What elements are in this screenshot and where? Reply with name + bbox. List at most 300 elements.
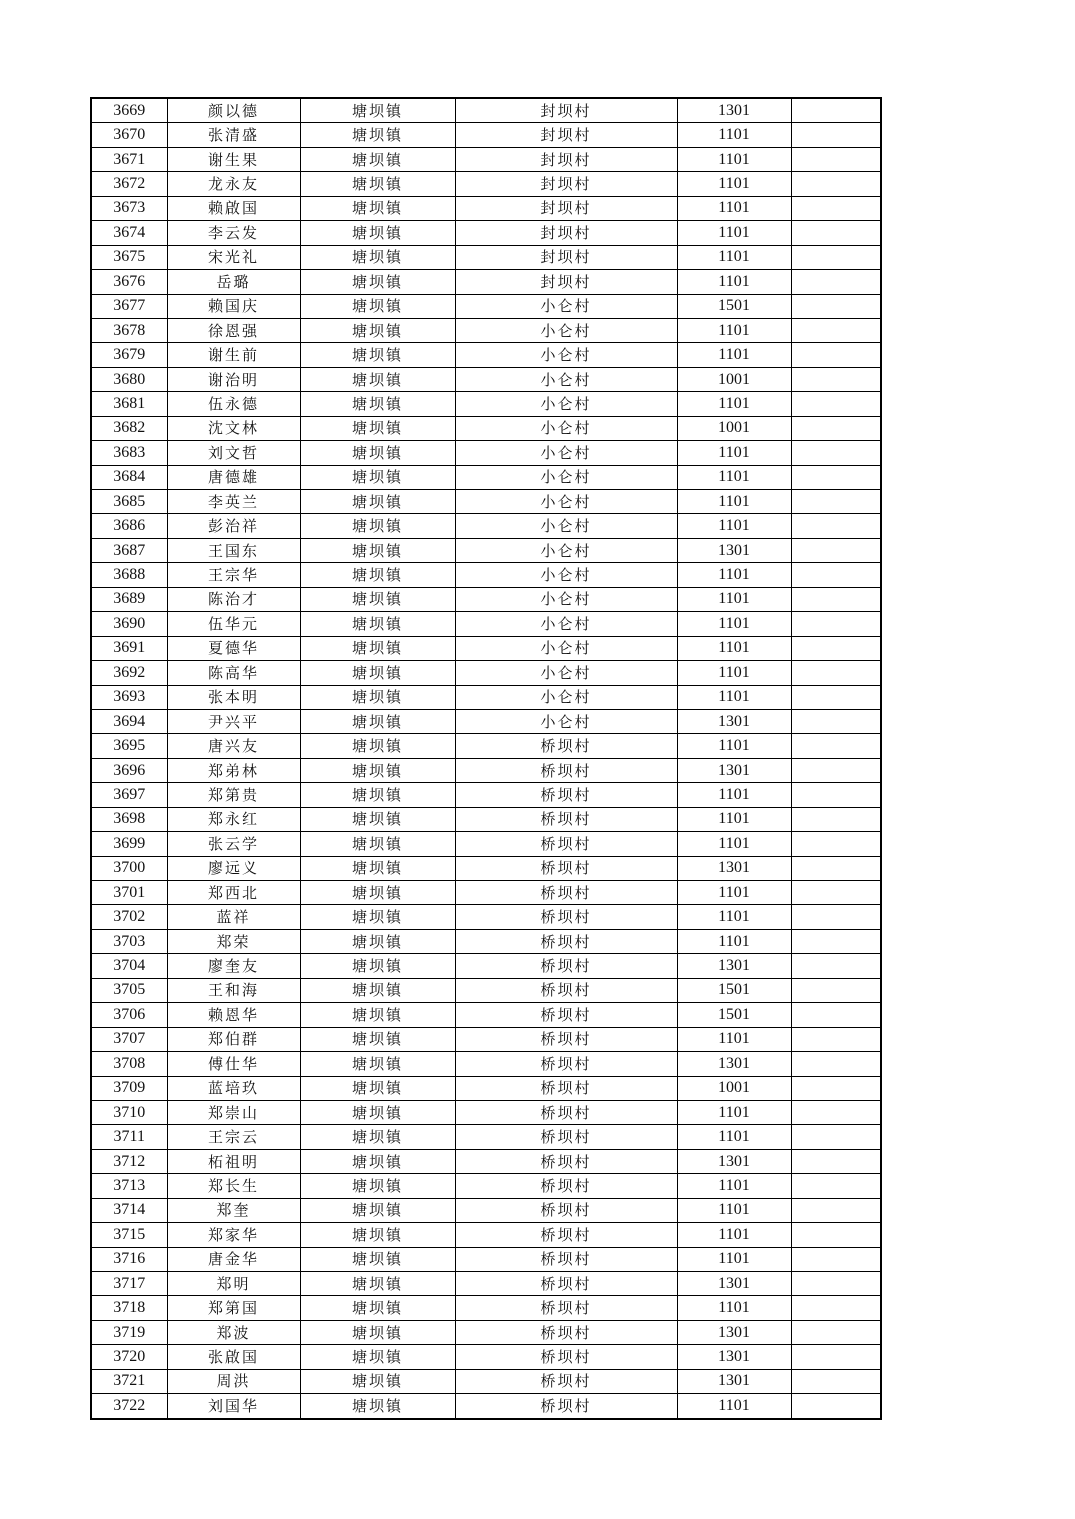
- row-number-cell: 3707: [91, 1027, 167, 1051]
- note-cell: [791, 1076, 881, 1100]
- town-cell: 塘坝镇: [300, 612, 455, 636]
- table-row: [91, 954, 881, 978]
- code-cell: 1301: [677, 856, 791, 880]
- note-cell: [791, 1296, 881, 1320]
- note-cell: [791, 636, 881, 660]
- town-cell: 塘坝镇: [300, 1149, 455, 1173]
- village-cell: 小仑村: [455, 636, 677, 660]
- code-cell: 1101: [677, 807, 791, 831]
- table-row: [91, 1296, 881, 1320]
- code-cell: 1101: [677, 587, 791, 611]
- table-row: [91, 563, 881, 587]
- row-number-cell: 3696: [91, 758, 167, 782]
- table-row: [91, 1320, 881, 1344]
- note-cell: [791, 563, 881, 587]
- note-cell: [791, 1369, 881, 1393]
- note-cell: [791, 905, 881, 929]
- code-cell: 1001: [677, 416, 791, 440]
- town-cell: 塘坝镇: [300, 98, 455, 123]
- name-cell: 彭治祥: [167, 514, 300, 538]
- name-cell: 赖恩华: [167, 1003, 300, 1027]
- code-cell: 1301: [677, 1149, 791, 1173]
- note-cell: [791, 465, 881, 489]
- row-number-cell: 3704: [91, 954, 167, 978]
- row-number-cell: 3708: [91, 1052, 167, 1076]
- note-cell: [791, 1247, 881, 1271]
- row-number-cell: 3699: [91, 832, 167, 856]
- name-cell: 唐兴友: [167, 734, 300, 758]
- table-row: [91, 612, 881, 636]
- village-cell: 小仑村: [455, 612, 677, 636]
- name-cell: 王宗华: [167, 563, 300, 587]
- row-number-cell: 3695: [91, 734, 167, 758]
- name-cell: 郑荣: [167, 929, 300, 953]
- town-cell: 塘坝镇: [300, 343, 455, 367]
- village-cell: 桥坝村: [455, 954, 677, 978]
- village-cell: 桥坝村: [455, 978, 677, 1002]
- data-table: [90, 97, 882, 1420]
- name-cell: 陈治才: [167, 587, 300, 611]
- town-cell: 塘坝镇: [300, 881, 455, 905]
- table-row: [91, 587, 881, 611]
- town-cell: 塘坝镇: [300, 905, 455, 929]
- table-row: [91, 367, 881, 391]
- table-row: [91, 1174, 881, 1198]
- code-cell: 1101: [677, 465, 791, 489]
- village-cell: 桥坝村: [455, 905, 677, 929]
- code-cell: 1301: [677, 1272, 791, 1296]
- table-row: [91, 392, 881, 416]
- row-number-cell: 3690: [91, 612, 167, 636]
- town-cell: 塘坝镇: [300, 1076, 455, 1100]
- village-cell: 小仑村: [455, 343, 677, 367]
- village-cell: 封坝村: [455, 270, 677, 294]
- village-cell: 小仑村: [455, 465, 677, 489]
- name-cell: 柘祖明: [167, 1149, 300, 1173]
- table-row: [91, 294, 881, 318]
- code-cell: 1101: [677, 392, 791, 416]
- note-cell: [791, 1198, 881, 1222]
- note-cell: [791, 490, 881, 514]
- note-cell: [791, 1223, 881, 1247]
- row-number-cell: 3722: [91, 1394, 167, 1419]
- table-row: [91, 98, 881, 123]
- town-cell: 塘坝镇: [300, 1027, 455, 1051]
- name-cell: 陈高华: [167, 661, 300, 685]
- town-cell: 塘坝镇: [300, 270, 455, 294]
- town-cell: 塘坝镇: [300, 1272, 455, 1296]
- row-number-cell: 3716: [91, 1247, 167, 1271]
- note-cell: [791, 734, 881, 758]
- code-cell: 1101: [677, 172, 791, 196]
- row-number-cell: 3680: [91, 367, 167, 391]
- note-cell: [791, 709, 881, 733]
- code-cell: 1101: [677, 1027, 791, 1051]
- name-cell: 郑西北: [167, 881, 300, 905]
- row-number-cell: 3672: [91, 172, 167, 196]
- table-row: [91, 343, 881, 367]
- table-row: [91, 318, 881, 342]
- code-cell: 1101: [677, 1394, 791, 1419]
- village-cell: 小仑村: [455, 318, 677, 342]
- row-number-cell: 3673: [91, 196, 167, 220]
- row-number-cell: 3689: [91, 587, 167, 611]
- name-cell: 郑崇山: [167, 1100, 300, 1124]
- row-number-cell: 3710: [91, 1100, 167, 1124]
- code-cell: 1001: [677, 1076, 791, 1100]
- code-cell: 1301: [677, 1320, 791, 1344]
- village-cell: 小仑村: [455, 685, 677, 709]
- code-cell: 1301: [677, 538, 791, 562]
- table-row: [91, 1125, 881, 1149]
- note-cell: [791, 318, 881, 342]
- note-cell: [791, 832, 881, 856]
- note-cell: [791, 978, 881, 1002]
- village-cell: 封坝村: [455, 98, 677, 123]
- code-cell: 1101: [677, 318, 791, 342]
- name-cell: 伍华元: [167, 612, 300, 636]
- town-cell: 塘坝镇: [300, 1369, 455, 1393]
- table-row: [91, 1369, 881, 1393]
- village-cell: 桥坝村: [455, 734, 677, 758]
- town-cell: 塘坝镇: [300, 221, 455, 245]
- note-cell: [791, 587, 881, 611]
- table-row: [91, 758, 881, 782]
- code-cell: 1501: [677, 1003, 791, 1027]
- village-cell: 小仑村: [455, 661, 677, 685]
- name-cell: 赖啟国: [167, 196, 300, 220]
- row-number-cell: 3715: [91, 1223, 167, 1247]
- village-cell: 桥坝村: [455, 1149, 677, 1173]
- village-cell: 小仑村: [455, 490, 677, 514]
- village-cell: 桥坝村: [455, 1174, 677, 1198]
- code-cell: 1301: [677, 954, 791, 978]
- town-cell: 塘坝镇: [300, 1223, 455, 1247]
- village-cell: 小仑村: [455, 709, 677, 733]
- table-row: [91, 270, 881, 294]
- row-number-cell: 3691: [91, 636, 167, 660]
- code-cell: 1301: [677, 709, 791, 733]
- code-cell: 1101: [677, 685, 791, 709]
- row-number-cell: 3693: [91, 685, 167, 709]
- code-cell: 1101: [677, 1296, 791, 1320]
- village-cell: 小仑村: [455, 538, 677, 562]
- village-cell: 小仑村: [455, 392, 677, 416]
- table-row: [91, 147, 881, 171]
- table-row: [91, 245, 881, 269]
- row-number-cell: 3705: [91, 978, 167, 1002]
- village-cell: 桥坝村: [455, 1394, 677, 1419]
- village-cell: 桥坝村: [455, 881, 677, 905]
- town-cell: 塘坝镇: [300, 245, 455, 269]
- row-number-cell: 3676: [91, 270, 167, 294]
- row-number-cell: 3713: [91, 1174, 167, 1198]
- table-row: [91, 661, 881, 685]
- name-cell: 郑弟林: [167, 758, 300, 782]
- note-cell: [791, 196, 881, 220]
- row-number-cell: 3682: [91, 416, 167, 440]
- note-cell: [791, 245, 881, 269]
- town-cell: 塘坝镇: [300, 294, 455, 318]
- name-cell: 郑长生: [167, 1174, 300, 1198]
- village-cell: 小仑村: [455, 441, 677, 465]
- town-cell: 塘坝镇: [300, 978, 455, 1002]
- name-cell: 郑第国: [167, 1296, 300, 1320]
- row-number-cell: 3702: [91, 905, 167, 929]
- town-cell: 塘坝镇: [300, 709, 455, 733]
- table-row: [91, 196, 881, 220]
- note-cell: [791, 1320, 881, 1344]
- table-row: [91, 221, 881, 245]
- table-row: [91, 978, 881, 1002]
- code-cell: 1101: [677, 929, 791, 953]
- row-number-cell: 3685: [91, 490, 167, 514]
- village-cell: 桥坝村: [455, 1052, 677, 1076]
- table-row: [91, 1149, 881, 1173]
- table-row: [91, 1003, 881, 1027]
- row-number-cell: 3711: [91, 1125, 167, 1149]
- village-cell: 桥坝村: [455, 1247, 677, 1271]
- table-row: [91, 538, 881, 562]
- code-cell: 1101: [677, 1198, 791, 1222]
- table-row: [91, 1052, 881, 1076]
- table-row: [91, 832, 881, 856]
- row-number-cell: 3679: [91, 343, 167, 367]
- note-cell: [791, 881, 881, 905]
- town-cell: 塘坝镇: [300, 196, 455, 220]
- row-number-cell: 3698: [91, 807, 167, 831]
- table-row: [91, 514, 881, 538]
- note-cell: [791, 685, 881, 709]
- row-number-cell: 3671: [91, 147, 167, 171]
- village-cell: 桥坝村: [455, 1320, 677, 1344]
- village-cell: 桥坝村: [455, 856, 677, 880]
- town-cell: 塘坝镇: [300, 954, 455, 978]
- table-row: [91, 123, 881, 147]
- town-cell: 塘坝镇: [300, 734, 455, 758]
- row-number-cell: 3681: [91, 392, 167, 416]
- table-row: [91, 465, 881, 489]
- note-cell: [791, 856, 881, 880]
- code-cell: 1101: [677, 612, 791, 636]
- code-cell: 1101: [677, 1125, 791, 1149]
- village-cell: 小仑村: [455, 563, 677, 587]
- code-cell: 1101: [677, 563, 791, 587]
- row-number-cell: 3669: [91, 98, 167, 123]
- name-cell: 赖国庆: [167, 294, 300, 318]
- name-cell: 张清盛: [167, 123, 300, 147]
- village-cell: 封坝村: [455, 172, 677, 196]
- town-cell: 塘坝镇: [300, 367, 455, 391]
- town-cell: 塘坝镇: [300, 685, 455, 709]
- town-cell: 塘坝镇: [300, 172, 455, 196]
- row-number-cell: 3714: [91, 1198, 167, 1222]
- village-cell: 桥坝村: [455, 1369, 677, 1393]
- name-cell: 李云发: [167, 221, 300, 245]
- row-number-cell: 3700: [91, 856, 167, 880]
- village-cell: 小仑村: [455, 367, 677, 391]
- row-number-cell: 3688: [91, 563, 167, 587]
- village-cell: 小仑村: [455, 587, 677, 611]
- row-number-cell: 3706: [91, 1003, 167, 1027]
- town-cell: 塘坝镇: [300, 929, 455, 953]
- name-cell: 郑波: [167, 1320, 300, 1344]
- village-cell: 桥坝村: [455, 832, 677, 856]
- code-cell: 1301: [677, 1345, 791, 1369]
- name-cell: 蓝培玖: [167, 1076, 300, 1100]
- table-row: [91, 1027, 881, 1051]
- code-cell: 1101: [677, 783, 791, 807]
- name-cell: 刘文哲: [167, 441, 300, 465]
- town-cell: 塘坝镇: [300, 416, 455, 440]
- code-cell: 1101: [677, 905, 791, 929]
- table-row: [91, 856, 881, 880]
- note-cell: [791, 416, 881, 440]
- village-cell: 桥坝村: [455, 1003, 677, 1027]
- town-cell: 塘坝镇: [300, 1100, 455, 1124]
- code-cell: 1101: [677, 881, 791, 905]
- code-cell: 1101: [677, 221, 791, 245]
- code-cell: 1101: [677, 196, 791, 220]
- table-row: [91, 1272, 881, 1296]
- code-cell: 1101: [677, 661, 791, 685]
- note-cell: [791, 1149, 881, 1173]
- row-number-cell: 3692: [91, 661, 167, 685]
- town-cell: 塘坝镇: [300, 1174, 455, 1198]
- code-cell: 1501: [677, 294, 791, 318]
- note-cell: [791, 783, 881, 807]
- town-cell: 塘坝镇: [300, 636, 455, 660]
- village-cell: 桥坝村: [455, 1076, 677, 1100]
- village-cell: 封坝村: [455, 196, 677, 220]
- row-number-cell: 3697: [91, 783, 167, 807]
- row-number-cell: 3670: [91, 123, 167, 147]
- town-cell: 塘坝镇: [300, 563, 455, 587]
- town-cell: 塘坝镇: [300, 1320, 455, 1344]
- table-row: [91, 416, 881, 440]
- village-cell: 桥坝村: [455, 1223, 677, 1247]
- code-cell: 1101: [677, 1174, 791, 1198]
- note-cell: [791, 1174, 881, 1198]
- town-cell: 塘坝镇: [300, 758, 455, 782]
- town-cell: 塘坝镇: [300, 538, 455, 562]
- town-cell: 塘坝镇: [300, 1198, 455, 1222]
- village-cell: 桥坝村: [455, 1272, 677, 1296]
- table-row: [91, 441, 881, 465]
- name-cell: 郑永红: [167, 807, 300, 831]
- code-cell: 1101: [677, 441, 791, 465]
- note-cell: [791, 172, 881, 196]
- town-cell: 塘坝镇: [300, 1003, 455, 1027]
- town-cell: 塘坝镇: [300, 147, 455, 171]
- code-cell: 1301: [677, 758, 791, 782]
- town-cell: 塘坝镇: [300, 1394, 455, 1419]
- town-cell: 塘坝镇: [300, 807, 455, 831]
- code-cell: 1101: [677, 490, 791, 514]
- town-cell: 塘坝镇: [300, 1247, 455, 1271]
- name-cell: 谢生前: [167, 343, 300, 367]
- code-cell: 1101: [677, 1100, 791, 1124]
- code-cell: 1301: [677, 1369, 791, 1393]
- note-cell: [791, 1052, 881, 1076]
- note-cell: [791, 1027, 881, 1051]
- note-cell: [791, 1272, 881, 1296]
- code-cell: 1101: [677, 514, 791, 538]
- village-cell: 小仑村: [455, 514, 677, 538]
- name-cell: 廖奎友: [167, 954, 300, 978]
- row-number-cell: 3677: [91, 294, 167, 318]
- row-number-cell: 3694: [91, 709, 167, 733]
- table-row: [91, 1100, 881, 1124]
- note-cell: [791, 1100, 881, 1124]
- town-cell: 塘坝镇: [300, 514, 455, 538]
- town-cell: 塘坝镇: [300, 1125, 455, 1149]
- village-cell: 小仑村: [455, 294, 677, 318]
- note-cell: [791, 392, 881, 416]
- village-cell: 桥坝村: [455, 1345, 677, 1369]
- table-row: [91, 685, 881, 709]
- village-cell: 桥坝村: [455, 1100, 677, 1124]
- village-cell: 桥坝村: [455, 758, 677, 782]
- code-cell: 1301: [677, 1052, 791, 1076]
- code-cell: 1101: [677, 147, 791, 171]
- name-cell: 王宗云: [167, 1125, 300, 1149]
- code-cell: 1301: [677, 98, 791, 123]
- name-cell: 谢治明: [167, 367, 300, 391]
- code-cell: 1001: [677, 367, 791, 391]
- town-cell: 塘坝镇: [300, 123, 455, 147]
- code-cell: 1101: [677, 1247, 791, 1271]
- code-cell: 1101: [677, 734, 791, 758]
- town-cell: 塘坝镇: [300, 856, 455, 880]
- town-cell: 塘坝镇: [300, 1052, 455, 1076]
- note-cell: [791, 270, 881, 294]
- row-number-cell: 3684: [91, 465, 167, 489]
- name-cell: 沈文林: [167, 416, 300, 440]
- note-cell: [791, 294, 881, 318]
- row-number-cell: 3717: [91, 1272, 167, 1296]
- table-row: [91, 783, 881, 807]
- note-cell: [791, 538, 881, 562]
- village-cell: 桥坝村: [455, 929, 677, 953]
- name-cell: 刘国华: [167, 1394, 300, 1419]
- row-number-cell: 3721: [91, 1369, 167, 1393]
- name-cell: 唐德雄: [167, 465, 300, 489]
- note-cell: [791, 1345, 881, 1369]
- name-cell: 王和海: [167, 978, 300, 1002]
- note-cell: [791, 954, 881, 978]
- town-cell: 塘坝镇: [300, 1345, 455, 1369]
- table-row: [91, 1198, 881, 1222]
- town-cell: 塘坝镇: [300, 587, 455, 611]
- name-cell: 周洪: [167, 1369, 300, 1393]
- row-number-cell: 3718: [91, 1296, 167, 1320]
- row-number-cell: 3683: [91, 441, 167, 465]
- name-cell: 伍永德: [167, 392, 300, 416]
- name-cell: 龙永友: [167, 172, 300, 196]
- name-cell: 廖远义: [167, 856, 300, 880]
- row-number-cell: 3720: [91, 1345, 167, 1369]
- village-cell: 桥坝村: [455, 807, 677, 831]
- note-cell: [791, 1125, 881, 1149]
- village-cell: 小仑村: [455, 416, 677, 440]
- name-cell: 郑第贵: [167, 783, 300, 807]
- town-cell: 塘坝镇: [300, 783, 455, 807]
- code-cell: 1101: [677, 832, 791, 856]
- note-cell: [791, 221, 881, 245]
- note-cell: [791, 98, 881, 123]
- name-cell: 唐金华: [167, 1247, 300, 1271]
